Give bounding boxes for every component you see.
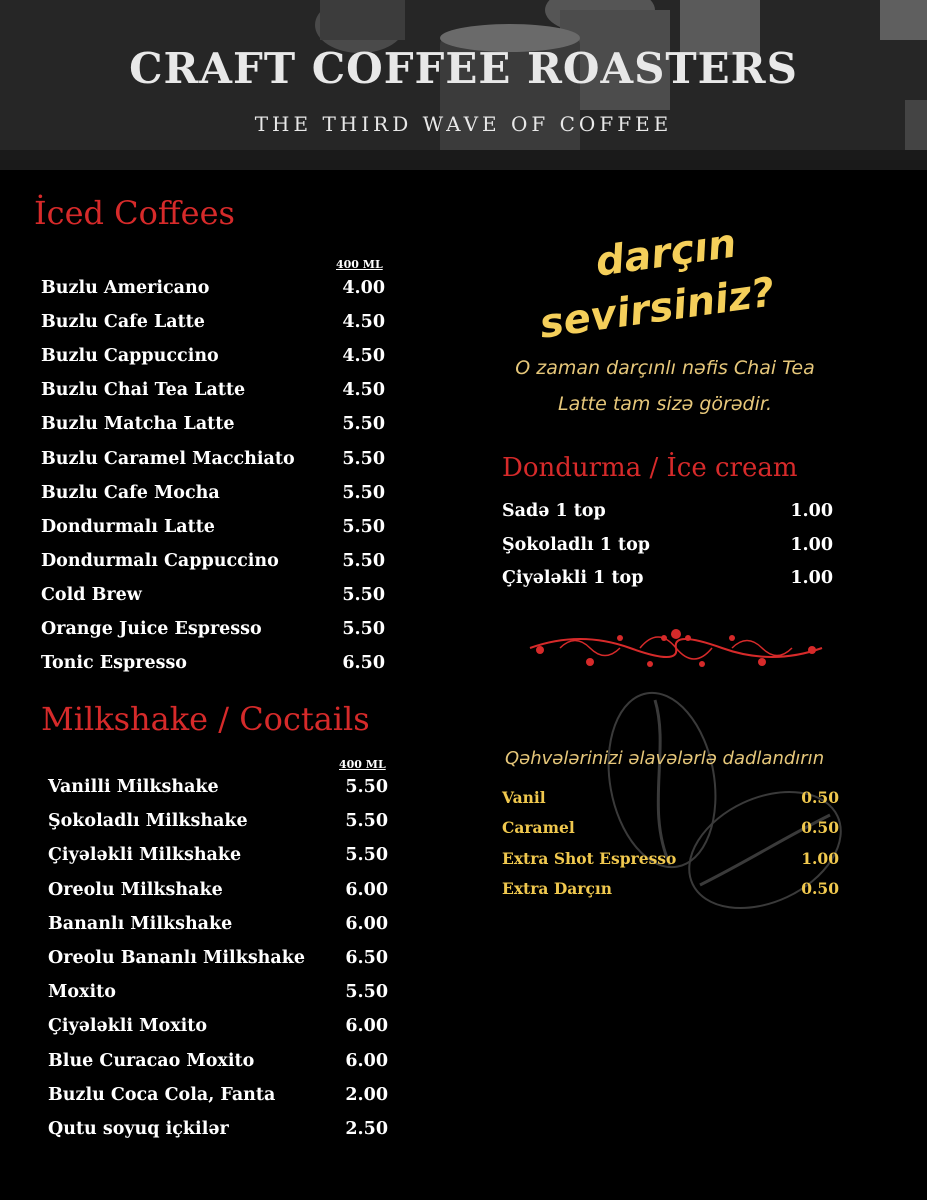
menu-item-row — [41, 273, 385, 303]
item-price: 1.00 — [790, 534, 833, 555]
menu-item-row — [41, 341, 385, 371]
promo-text-line-2: Latte tam sizə görədir. — [557, 393, 772, 415]
item-price: 5.50 — [342, 482, 385, 503]
menu-item-row — [48, 1046, 388, 1076]
menu-item-row — [502, 563, 833, 593]
item-name: Caramel — [502, 818, 575, 837]
item-price: 5.50 — [342, 584, 385, 605]
item-price: 0.50 — [801, 818, 839, 837]
promo-text-line-1: O zaman darçınlı nəfis Chai Tea — [515, 357, 815, 379]
item-name: Buzlu Chai Tea Latte — [41, 380, 246, 401]
header-banner — [0, 0, 927, 170]
menu-item-row — [41, 444, 385, 474]
item-price: 6.50 — [342, 653, 385, 674]
item-name: Şokoladlı 1 top — [502, 534, 650, 555]
menu-item-row — [41, 307, 385, 337]
item-name: Buzlu Matcha Latte — [41, 414, 235, 435]
menu-item-row — [48, 977, 388, 1007]
extra-item-row — [502, 782, 839, 812]
item-name: Bananlı Milkshake — [48, 913, 233, 934]
item-name: Cold Brew — [41, 584, 142, 605]
icecream-heading: Dondurma / İce cream — [502, 453, 798, 483]
item-price: 1.00 — [790, 568, 833, 589]
item-price: 1.00 — [790, 501, 833, 521]
menu-item-row — [41, 580, 385, 610]
menu-item-row — [502, 530, 833, 560]
item-name: Qutu soyuq içkilər — [48, 1119, 229, 1139]
item-price: 5.50 — [342, 414, 385, 435]
iced-coffees-heading: İced Coffees — [34, 194, 235, 232]
menu-item-row — [48, 875, 388, 905]
item-name: Buzlu Coca Cola, Fanta — [48, 1084, 276, 1105]
milkshake-heading: Milkshake / Coctails — [41, 700, 370, 738]
item-name: Buzlu Cappuccino — [41, 346, 219, 367]
promo-line-1: darçın — [592, 220, 740, 286]
item-name: Sadə 1 top — [502, 501, 606, 521]
brand-title: CRAFT COFFEE ROASTERS — [129, 44, 798, 93]
item-price: 4.00 — [342, 278, 385, 298]
item-price: 5.50 — [345, 982, 388, 1003]
menu-item-row — [41, 375, 385, 405]
menu-item-row — [48, 1011, 388, 1041]
item-price: 5.50 — [345, 845, 388, 866]
menu-item-row — [48, 1114, 388, 1144]
item-price: 4.50 — [342, 380, 385, 401]
item-name: Oreolu Milkshake — [48, 879, 223, 900]
item-price: 1.00 — [801, 848, 839, 868]
item-price: 0.50 — [801, 879, 839, 898]
item-name: Şokoladlı Milkshake — [48, 811, 248, 832]
menu-item-row — [48, 909, 388, 939]
menu-item-row — [41, 614, 385, 644]
item-name: Buzlu Americano — [41, 278, 210, 298]
item-price: 5.50 — [342, 516, 385, 537]
item-price: 4.50 — [342, 346, 385, 367]
item-name: Çiyələkli Milkshake — [48, 845, 242, 866]
menu-item-row — [41, 512, 385, 542]
promo-line-2: sevirsiniz? — [536, 269, 778, 348]
item-name: Buzlu Cafe Mocha — [41, 482, 220, 503]
item-name: Extra Darçın — [502, 879, 613, 898]
menu-item-row — [48, 772, 388, 802]
extra-item-row — [502, 813, 839, 843]
item-name: Buzlu Caramel Macchiato — [41, 448, 295, 469]
item-price: 2.50 — [345, 1119, 388, 1139]
promo-description — [470, 350, 860, 422]
brand-subtitle: THE THIRD WAVE OF COFFEE — [254, 112, 673, 136]
item-name: Dondurmalı Latte — [41, 516, 215, 537]
item-price: 6.00 — [345, 913, 388, 934]
item-name: Buzlu Cafe Latte — [41, 312, 205, 333]
extras-heading: Qəhvələrinizi əlavələrlə dadlandırın — [505, 748, 825, 769]
menu-item-row — [41, 409, 385, 439]
item-price: 5.50 — [345, 811, 388, 832]
menu-item-row — [41, 546, 385, 576]
menu-item-row — [48, 840, 388, 870]
item-name: Dondurmalı Cappuccino — [41, 550, 279, 571]
item-price: 4.50 — [342, 312, 385, 333]
item-price: 5.50 — [342, 619, 385, 639]
milkshake-size-label: 400 ML — [339, 758, 386, 771]
item-name: Blue Curacao Moxito — [48, 1050, 255, 1071]
menu-item-row — [48, 806, 388, 836]
menu-item-row — [48, 943, 388, 973]
menu-item-row — [41, 648, 385, 678]
extra-item-row — [502, 874, 839, 904]
item-price: 5.50 — [342, 448, 385, 469]
floral-ornament-icon — [520, 620, 832, 676]
item-name: Çiyələkli 1 top — [502, 568, 644, 589]
item-name: Oreolu Bananlı Milkshake — [48, 948, 306, 968]
item-name: Vanil — [502, 787, 546, 807]
item-price: 6.00 — [345, 1050, 388, 1071]
item-price: 5.50 — [342, 550, 385, 571]
item-price: 6.50 — [345, 948, 388, 968]
item-price: 5.50 — [345, 777, 388, 797]
item-price: 6.00 — [345, 1016, 388, 1037]
item-name: Moxito — [48, 982, 116, 1003]
item-name: Orange Juice Espresso — [41, 619, 262, 639]
item-name: Vanilli Milkshake — [48, 777, 219, 797]
item-name: Extra Shot Espresso — [502, 848, 677, 868]
menu-item-row — [41, 478, 385, 508]
item-price: 2.00 — [345, 1084, 388, 1105]
menu-item-row — [502, 496, 833, 526]
item-name: Çiyələkli Moxito — [48, 1016, 208, 1037]
extra-item-row — [502, 843, 839, 873]
item-price: 0.50 — [801, 787, 839, 807]
iced-size-label: 400 ML — [336, 258, 383, 271]
item-price: 6.00 — [345, 879, 388, 900]
item-name: Tonic Espresso — [41, 653, 187, 674]
menu-item-row — [48, 1080, 388, 1110]
